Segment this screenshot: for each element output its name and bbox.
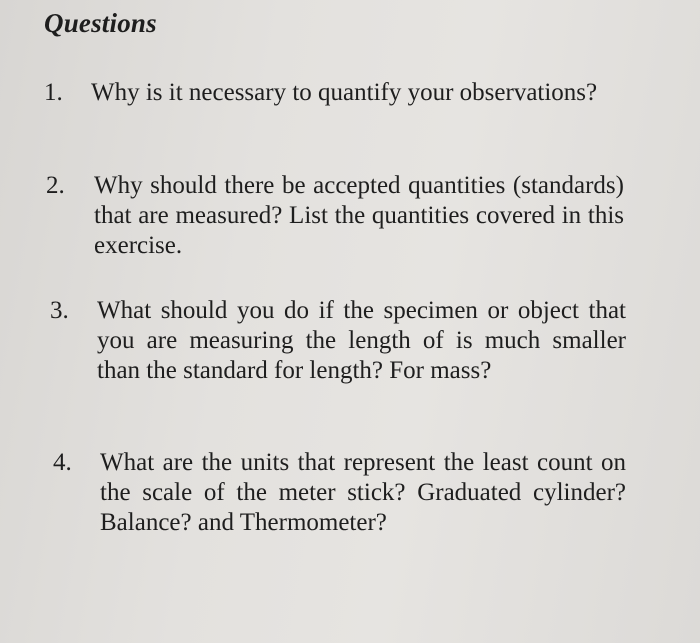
question-text: What are the units that represent the least count on the scale of the meter stick? Graduated cylinder? Balance? and Thermometer? — [100, 449, 626, 536]
question-number: 4. — [53, 449, 72, 476]
question-text: What should you do if the specimen or object that you are measuring the length of is much smaller than the standard for length? For mass? — [97, 297, 626, 384]
question-number: 2. — [46, 172, 65, 199]
question-text: Why should there be accepted quantities (standards) that are measured? List the quantities covered in this exercise. — [94, 172, 624, 259]
question-text: Why is it necessary to quantify your observations? — [91, 79, 598, 106]
question-number: 3. — [50, 297, 69, 324]
question-number: 1. — [44, 79, 63, 106]
section-heading: Questions — [44, 8, 157, 38]
